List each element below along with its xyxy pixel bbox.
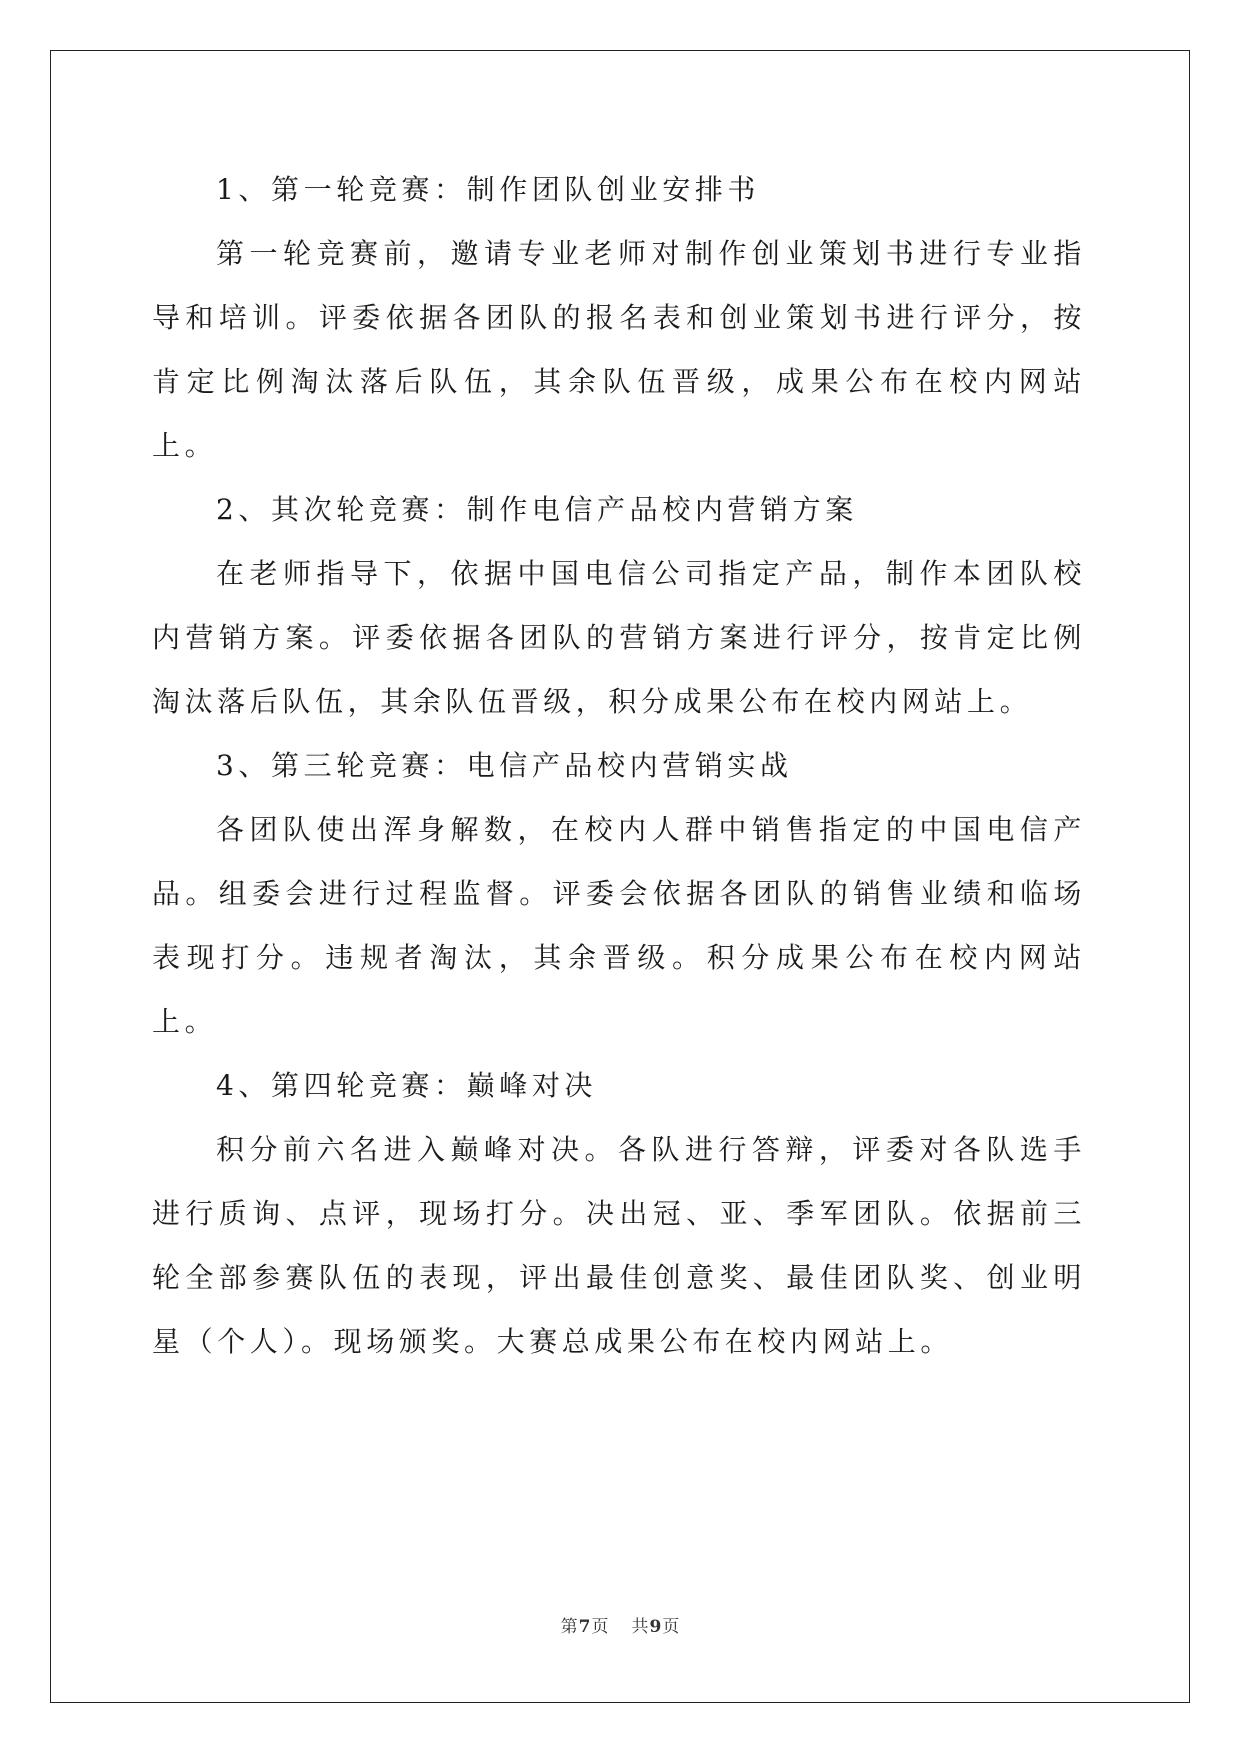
page-current: 7 bbox=[578, 1617, 592, 1637]
page-suffix: 页 bbox=[591, 1617, 610, 1637]
section-body-4: 积分前六名进入巅峰对决。各队进行答辩，评委对各队选手进行质询、点评，现场打分。决出冠、亚、季军团队。依据前三轮全部参赛队伍的表现，评出最佳创意奖、最佳团队奖、创业明星（个人）。现场颁奖。大赛总成果公布在校内网站上。 bbox=[152, 1133, 1086, 1358]
page-total: 9 bbox=[649, 1617, 663, 1637]
document-body bbox=[152, 158, 1086, 1374]
section-heading-1: 1、第一轮竞赛：制作团队创业安排书 bbox=[216, 173, 761, 206]
page-footer bbox=[0, 1612, 1241, 1637]
total-suffix: 页 bbox=[662, 1617, 681, 1637]
total-prefix: 共 bbox=[631, 1617, 650, 1637]
section-body-3: 各团队使出浑身解数，在校内人群中销售指定的中国电信产品。组委会进行过程监督。评委会依据各团队的销售业绩和临场表现打分。违规者淘汰，其余晋级。积分成果公布在校内网站上。 bbox=[152, 813, 1086, 1038]
section-body-2: 在老师指导下，依据中国电信公司指定产品，制作本团队校内营销方案。评委依据各团队的营销方案进行评分，按肯定比例淘汰落后队伍，其余队伍晋级，积分成果公布在校内网站上。 bbox=[152, 557, 1086, 718]
section-body-1: 第一轮竞赛前，邀请专业老师对制作创业策划书进行专业指导和培训。评委依据各团队的报名表和创业策划书进行评分，按肯定比例淘汰落后队伍，其余队伍晋级，成果公布在校内网站上。 bbox=[152, 237, 1086, 462]
page-prefix: 第 bbox=[560, 1617, 579, 1637]
section-heading-4: 4、第四轮竞赛：巅峰对决 bbox=[216, 1069, 598, 1102]
section-heading-2: 2、其次轮竞赛：制作电信产品校内营销方案 bbox=[216, 493, 858, 526]
section-heading-3: 3、第三轮竞赛：电信产品校内营销实战 bbox=[216, 749, 793, 782]
